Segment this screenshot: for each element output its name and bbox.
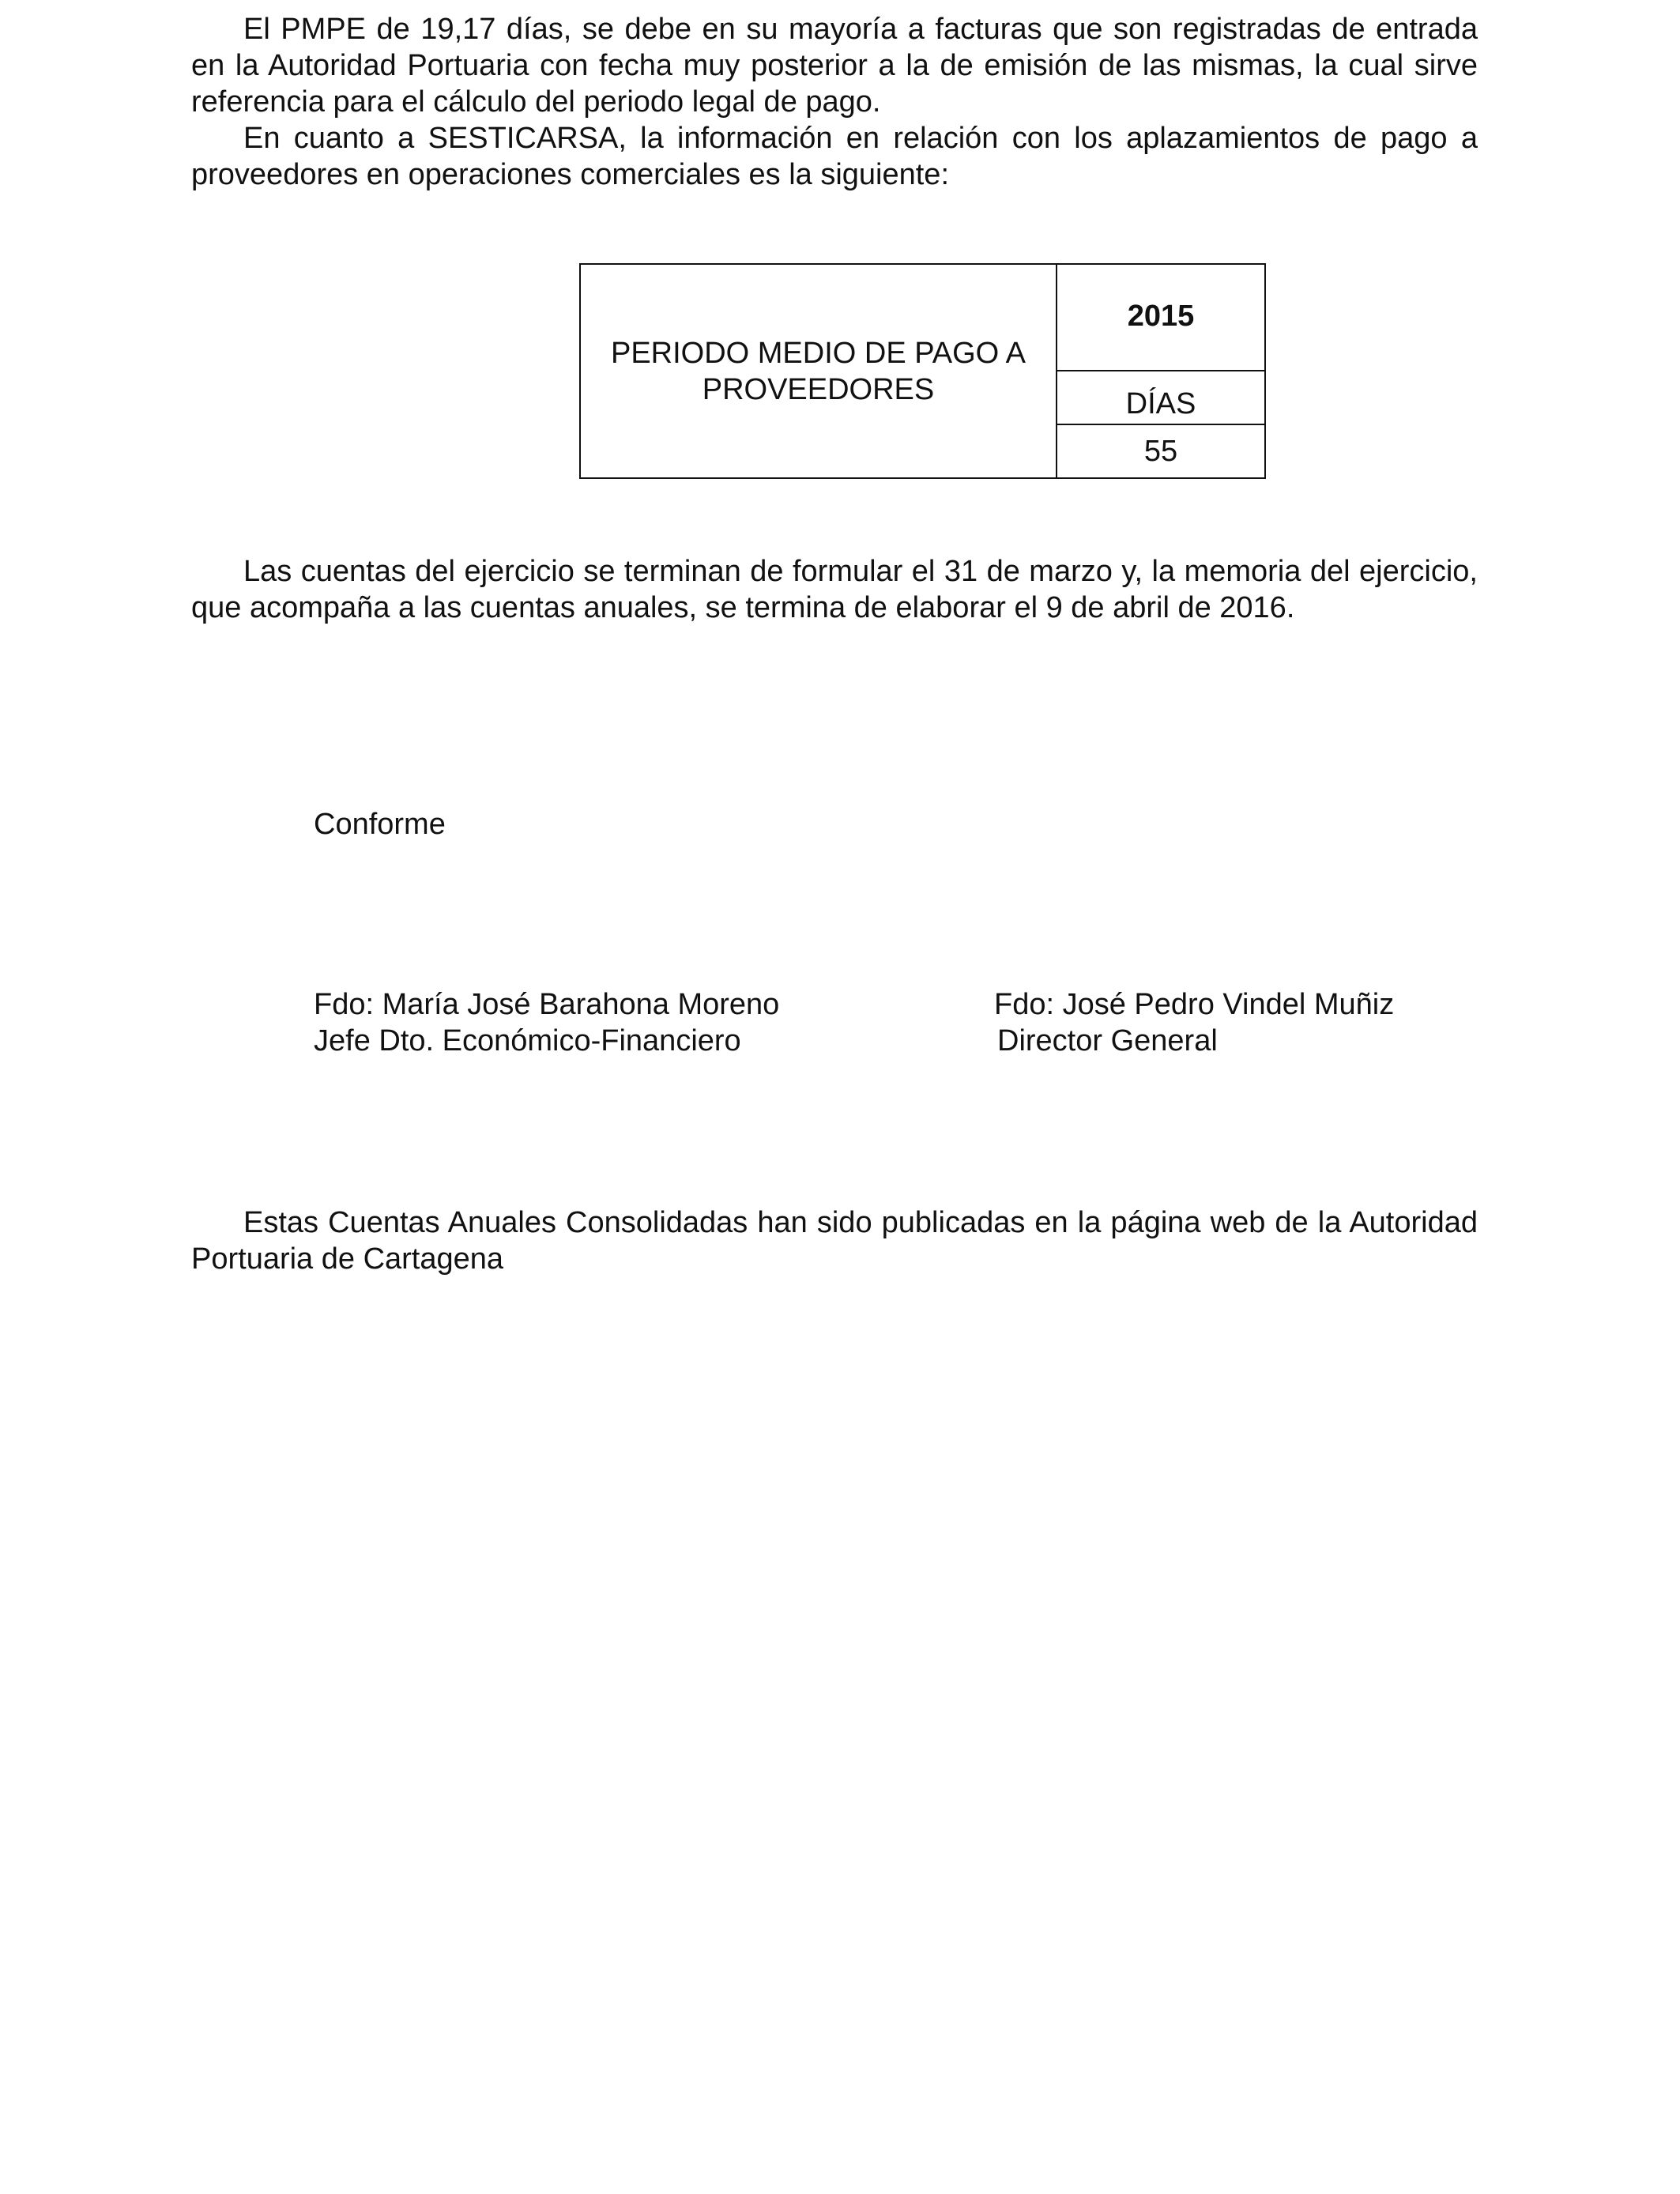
paragraph-cuentas: Las cuentas del ejercicio se terminan de formular el 31 de marzo y, la memoria del ejercicio, que acompaña a las cuentas anuales, se termina de elaborar el 9 de abril de 2016. bbox=[191, 555, 1478, 624]
signature-left bbox=[314, 986, 779, 1059]
table-year-header: 2015 bbox=[1057, 265, 1264, 371]
conforme-label: Conforme bbox=[314, 808, 446, 841]
table-label: PERIODO MEDIO DE PAGO A PROVEEDORES bbox=[610, 336, 1026, 406]
paragraph-pmpe: El PMPE de 19,17 días, se debe en su mayoría a facturas que son registradas de entrada en la Autoridad Portuaria con fecha muy posterior a la de emisión de las mismas, la cual sirve referencia para el cálculo del periodo legal de pago. bbox=[191, 13, 1478, 119]
signature-right bbox=[994, 986, 1394, 1059]
paragraph-publicacion: Estas Cuentas Anuales Consolidadas han sido publicadas en la página web de la Autoridad Portuaria de Cartagena bbox=[191, 1206, 1478, 1276]
paragraph-sesticarsa: En cuanto a SESTICARSA, la información en relación con los aplazamientos de pago a proveedores en operaciones comerciales es la siguiente: bbox=[191, 122, 1478, 191]
signature-right-name: Fdo: José Pedro Vindel Muñiz bbox=[994, 988, 1395, 1021]
payment-period-table bbox=[579, 263, 1266, 479]
table-label-cell bbox=[581, 265, 1057, 477]
table-unit-header: DÍAS bbox=[1057, 371, 1264, 425]
signature-right-role: Director General bbox=[997, 1024, 1218, 1057]
signature-left-role: Jefe Dto. Económico-Financiero bbox=[314, 1024, 741, 1057]
signature-left-name: Fdo: María José Barahona Moreno bbox=[314, 988, 780, 1021]
table-value-cell: 55 bbox=[1143, 435, 1178, 468]
